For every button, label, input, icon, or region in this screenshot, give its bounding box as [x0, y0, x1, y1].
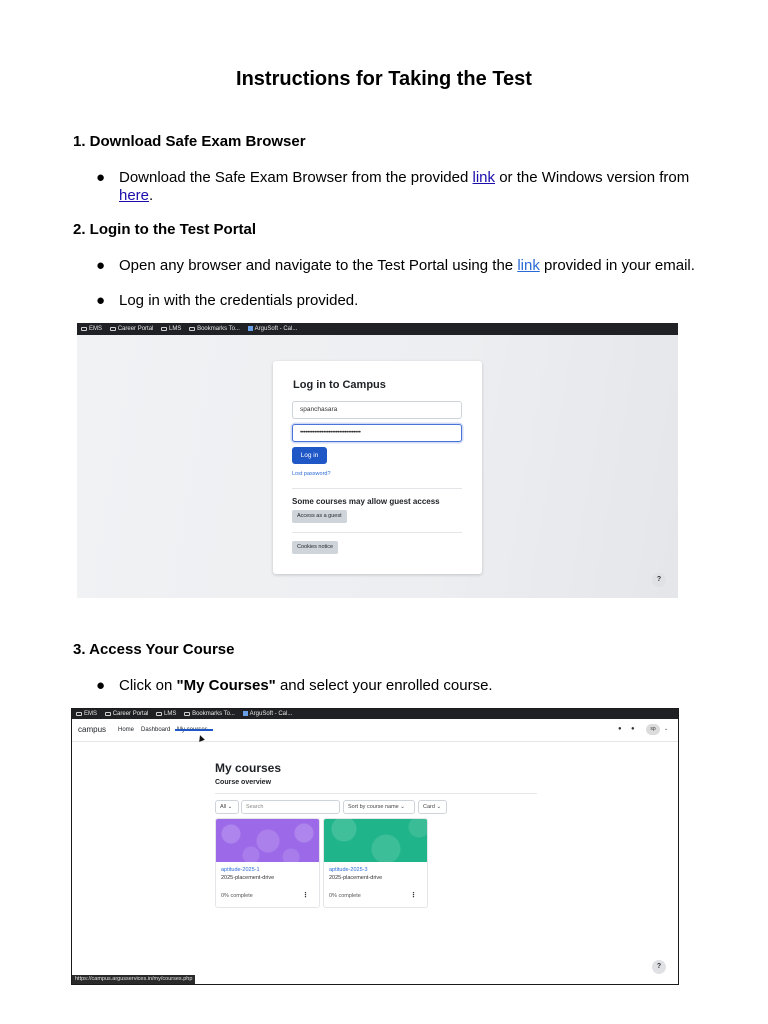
bookmark-item[interactable]: Career Portal: [105, 709, 149, 719]
bullet-dot: ●: [96, 292, 106, 309]
bullet-open-portal: [96, 257, 696, 275]
bullet-text: Download the Safe Exam Browser from the provided link or the Windows version from here.: [119, 169, 690, 204]
chevron-down-icon: ⌄: [227, 804, 233, 810]
folder-icon: [76, 712, 82, 716]
bullet-text: Click on "My Courses" and select your enrolled course.: [119, 677, 493, 694]
bookmark-item[interactable]: EMS: [81, 323, 102, 335]
help-button[interactable]: ?: [652, 573, 666, 587]
bullet-download-seb: [96, 169, 696, 204]
bullet-text: Open any browser and navigate to the Test Portal using the link provided in your email.: [119, 257, 695, 274]
windows-version-link[interactable]: here: [119, 186, 150, 204]
bullet-my-courses: [96, 677, 696, 695]
course-progress: 0% complete: [329, 893, 361, 899]
favicon-icon: [243, 711, 248, 716]
divider: [292, 532, 462, 533]
nav-home[interactable]: Home: [118, 727, 135, 733]
seb-download-link[interactable]: link: [472, 169, 496, 186]
bookmark-item[interactable]: Bookmarks To...: [184, 709, 235, 719]
grouping-select[interactable]: All ⌄: [215, 800, 239, 814]
course-name-link[interactable]: aptitude-2025-3: [329, 867, 368, 873]
view-select[interactable]: Card ⌄: [418, 800, 447, 814]
course-progress: 0% complete: [221, 893, 253, 899]
bullet-dot: ●: [96, 257, 106, 274]
document-title: Instructions for Taking the Test: [236, 68, 532, 90]
course-image[interactable]: [216, 819, 319, 862]
cookies-notice-button[interactable]: Cookies notice: [292, 541, 338, 554]
section-heading-login: 2. Login to the Test Portal: [73, 221, 257, 238]
course-overview-heading: Course overview: [215, 779, 272, 786]
nav-dashboard[interactable]: Dashboard: [141, 727, 171, 733]
guest-access-heading: Some courses may allow guest access: [292, 497, 440, 506]
access-as-guest-button[interactable]: Access as a guest: [292, 510, 347, 523]
bullet-dot: ●: [96, 677, 106, 694]
divider: [292, 488, 462, 489]
lost-password-link[interactable]: Lost password?: [292, 471, 331, 477]
more-options-icon[interactable]: ⋮: [302, 892, 309, 899]
folder-icon: [161, 327, 167, 331]
login-card: [273, 361, 482, 574]
section-heading-download: 1. Download Safe Exam Browser: [73, 133, 306, 150]
user-avatar[interactable]: sp: [646, 724, 660, 735]
active-nav-indicator: [175, 729, 213, 731]
folder-icon: [184, 712, 190, 716]
folder-icon: [81, 327, 87, 331]
bookmark-item[interactable]: ArguSoft - Cal...: [243, 709, 293, 719]
chevron-down-icon: ⌄: [400, 804, 405, 810]
divider: [215, 793, 537, 794]
course-category: 2025-placement-drive: [221, 875, 275, 881]
chevron-down-icon: ⌄: [436, 804, 442, 810]
bookmark-item[interactable]: LMS: [161, 323, 181, 335]
username-field[interactable]: spanchasara: [292, 401, 462, 419]
bookmark-item[interactable]: LMS: [156, 709, 176, 719]
password-field[interactable]: ••••••••••••••••••••••••••••••••••: [292, 424, 462, 442]
course-card[interactable]: [215, 818, 320, 908]
bell-icon[interactable]: ●: [618, 726, 622, 732]
bookmark-item[interactable]: Career Portal: [110, 323, 154, 335]
bookmark-item[interactable]: Bookmarks To...: [189, 323, 240, 335]
chat-icon[interactable]: ●: [631, 726, 635, 732]
folder-icon: [156, 712, 162, 716]
status-bar-url: https://campus.argusservices.in/my/courses.php: [72, 975, 195, 984]
favicon-icon: [248, 326, 253, 331]
bookmarks-bar: [77, 323, 678, 335]
login-screenshot: [77, 323, 678, 598]
test-portal-link[interactable]: link: [517, 257, 540, 274]
top-navbar: [72, 719, 678, 742]
section-heading-course: 3. Access Your Course: [73, 641, 235, 658]
course-name-link[interactable]: aptitude-2025-1: [221, 867, 260, 873]
course-category: 2025-placement-drive: [329, 875, 383, 881]
site-brand[interactable]: campus: [78, 725, 107, 734]
login-button[interactable]: Log in: [292, 447, 327, 464]
more-options-icon[interactable]: ⋮: [410, 892, 417, 899]
sort-select[interactable]: Sort by course name ⌄: [343, 800, 415, 814]
folder-icon: [110, 327, 116, 331]
course-card[interactable]: [323, 818, 428, 908]
bullet-credentials: [96, 292, 696, 310]
my-courses-screenshot: [71, 708, 679, 985]
bookmarks-bar: [72, 709, 678, 719]
folder-icon: [105, 712, 111, 716]
help-button[interactable]: ?: [652, 960, 666, 974]
bullet-text: Log in with the credentials provided.: [119, 292, 359, 309]
bookmark-item[interactable]: EMS: [76, 709, 97, 719]
bookmark-item[interactable]: ArguSoft - Cal...: [248, 323, 298, 335]
login-title: Log in to Campus: [293, 379, 386, 391]
course-search-input[interactable]: Search: [241, 800, 340, 814]
bullet-dot: ●: [96, 169, 106, 186]
folder-icon: [189, 327, 195, 331]
page-title: My courses: [215, 761, 282, 775]
chevron-down-icon[interactable]: ⌄: [664, 726, 669, 732]
course-image[interactable]: [324, 819, 427, 862]
